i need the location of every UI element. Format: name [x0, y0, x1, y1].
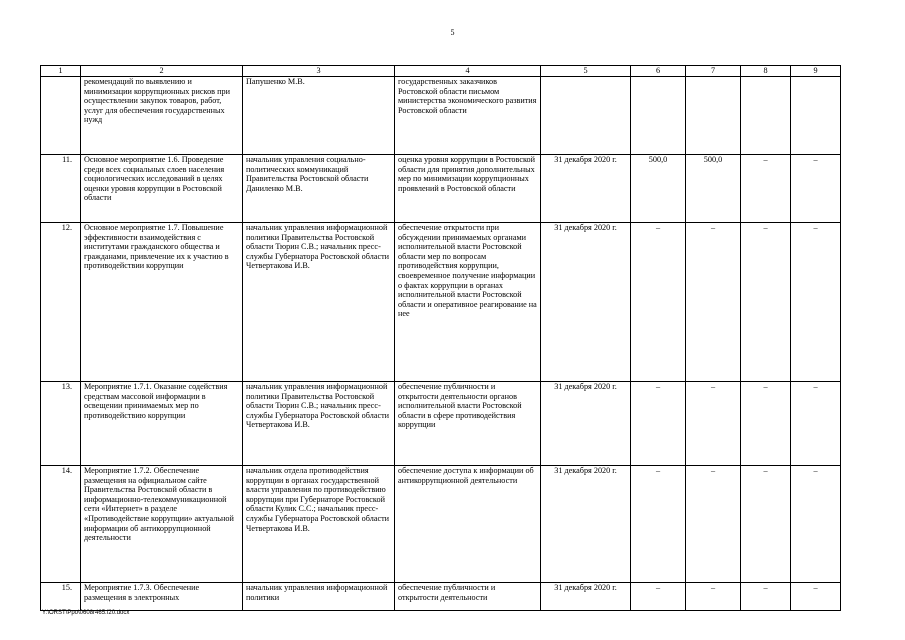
table-row: [41, 155, 841, 223]
activity-name: Основное мероприятие 1.7. Повышение эффективности взаимодействия с институтами гражданского общества и гражданами, привлечение их к участию в противодействии коррупции: [81, 223, 243, 382]
expected-result: обеспечение доступа к информации об антикоррупционной деятельности: [395, 466, 541, 583]
budget-value: [741, 77, 791, 155]
activity-name: Основное мероприятие 1.6. Проведение среди всех социальных слоев населения социологических исследований в целях оценки уровня коррупции в Ростовской области: [81, 155, 243, 223]
budget-value: –: [791, 382, 841, 466]
deadline-date: [541, 77, 631, 155]
budget-value: –: [631, 583, 686, 611]
budget-value: –: [741, 223, 791, 382]
column-header: 4: [395, 66, 541, 77]
column-header: 7: [686, 66, 741, 77]
expected-result: оценка уровня коррупции в Ростовской области для принятия дополнительных мер по минимизации коррупционных проявлений в Ростовской области: [395, 155, 541, 223]
activity-name: Мероприятие 1.7.3. Обеспечение размещения в электронных: [81, 583, 243, 611]
budget-value: [791, 77, 841, 155]
budget-value: –: [631, 466, 686, 583]
deadline-date: 31 декабря 2020 г.: [541, 155, 631, 223]
expected-result: государственных заказчиков Ростовской области письмом министерства экономического развития Ростовской области: [395, 77, 541, 155]
budget-value: –: [791, 223, 841, 382]
row-number: 12.: [41, 223, 81, 382]
column-header: 8: [741, 66, 791, 77]
row-number: 15.: [41, 583, 81, 611]
deadline-date: 31 декабря 2020 г.: [541, 583, 631, 611]
column-header: 9: [791, 66, 841, 77]
row-number: 13.: [41, 382, 81, 466]
budget-value: –: [791, 583, 841, 611]
activity-name: рекомендаций по выявлению и минимизации коррупционных рисков при осуществлении закупок товаров, работ, услуг для обеспечения государственных нужд: [81, 77, 243, 155]
page-number: 5: [450, 28, 455, 37]
row-number: 14.: [41, 466, 81, 583]
responsible-person: начальник отдела противодействия коррупции в органах государственной власти управления по противодействию коррупции при Губернаторе Ростовской области Кулик С.С.; начальник пресс-службы Губернатора Ростовской области Четвертакова И.В.: [243, 466, 395, 583]
column-number-row: [41, 66, 841, 77]
budget-value: –: [686, 382, 741, 466]
responsible-person: начальник управления информационной политики Правительства Ростовской области Тюрин С.В.; начальник пресс-службы Губернатора Ростовской области Четвертакова И.В.: [243, 382, 395, 466]
responsible-person: Папушенко М.В.: [243, 77, 395, 155]
budget-value: –: [686, 466, 741, 583]
row-number: 11.: [41, 155, 81, 223]
column-header: 5: [541, 66, 631, 77]
column-header: 1: [41, 66, 81, 77]
budget-value: –: [741, 382, 791, 466]
responsible-person: начальник управления информационной политики: [243, 583, 395, 611]
activities-table: [40, 65, 841, 611]
deadline-date: 31 декабря 2020 г.: [541, 466, 631, 583]
budget-value: –: [741, 583, 791, 611]
budget-value: 500,0: [631, 155, 686, 223]
budget-value: –: [741, 155, 791, 223]
column-header: 3: [243, 66, 395, 77]
responsible-person: начальник управления социально-политических коммуникаций Правительства Ростовской области Даниленко М.В.: [243, 155, 395, 223]
budget-value: 500,0: [686, 155, 741, 223]
budget-value: –: [631, 382, 686, 466]
expected-result: обеспечение открытости при обсуждении принимаемых органами исполнительной власти Ростовской области мер по вопросам противодействия коррупции, своевременное получение информации о фактах коррупции в органах исполнительной власти Ростовской области и оперативное реагирование на нее: [395, 223, 541, 382]
table-row: [41, 382, 841, 466]
budget-value: –: [686, 223, 741, 382]
responsible-person: начальник управления информационной политики Правительства Ростовской области Тюрин С.В.; начальник пресс-службы Губернатора Ростовской области Четвертакова И.В.: [243, 223, 395, 382]
expected-result: обеспечение публичности и открытости деятельности: [395, 583, 541, 611]
expected-result: обеспечение публичности и открытости деятельности органов исполнительной власти Ростовской области в сфере противодействия коррупции: [395, 382, 541, 466]
table-row: [41, 583, 841, 611]
table-row: [41, 77, 841, 155]
budget-value: –: [631, 223, 686, 382]
table-row: [41, 466, 841, 583]
table-row: [41, 223, 841, 382]
activity-name: Мероприятие 1.7.1. Оказание содействия средствам массовой информации в освещении принимаемых мер по противодействию коррупции: [81, 382, 243, 466]
deadline-date: 31 декабря 2020 г.: [541, 382, 631, 466]
budget-value: [631, 77, 686, 155]
budget-value: [686, 77, 741, 155]
file-path-footer: Y:\ORST\Ppo\0608r465.f20.docx: [42, 610, 130, 616]
activity-name: Мероприятие 1.7.2. Обеспечение размещения на официальном сайте Правительства Ростовской области в информационно-телекоммуникационной сети «Интернет» в разделе «Противодействие коррупции» актуальной информации об антикоррупционной деятельности: [81, 466, 243, 583]
column-header: 2: [81, 66, 243, 77]
row-number: [41, 77, 81, 155]
budget-value: –: [791, 466, 841, 583]
deadline-date: 31 декабря 2020 г.: [541, 223, 631, 382]
column-header: 6: [631, 66, 686, 77]
budget-value: –: [686, 583, 741, 611]
budget-value: –: [741, 466, 791, 583]
budget-value: –: [791, 155, 841, 223]
